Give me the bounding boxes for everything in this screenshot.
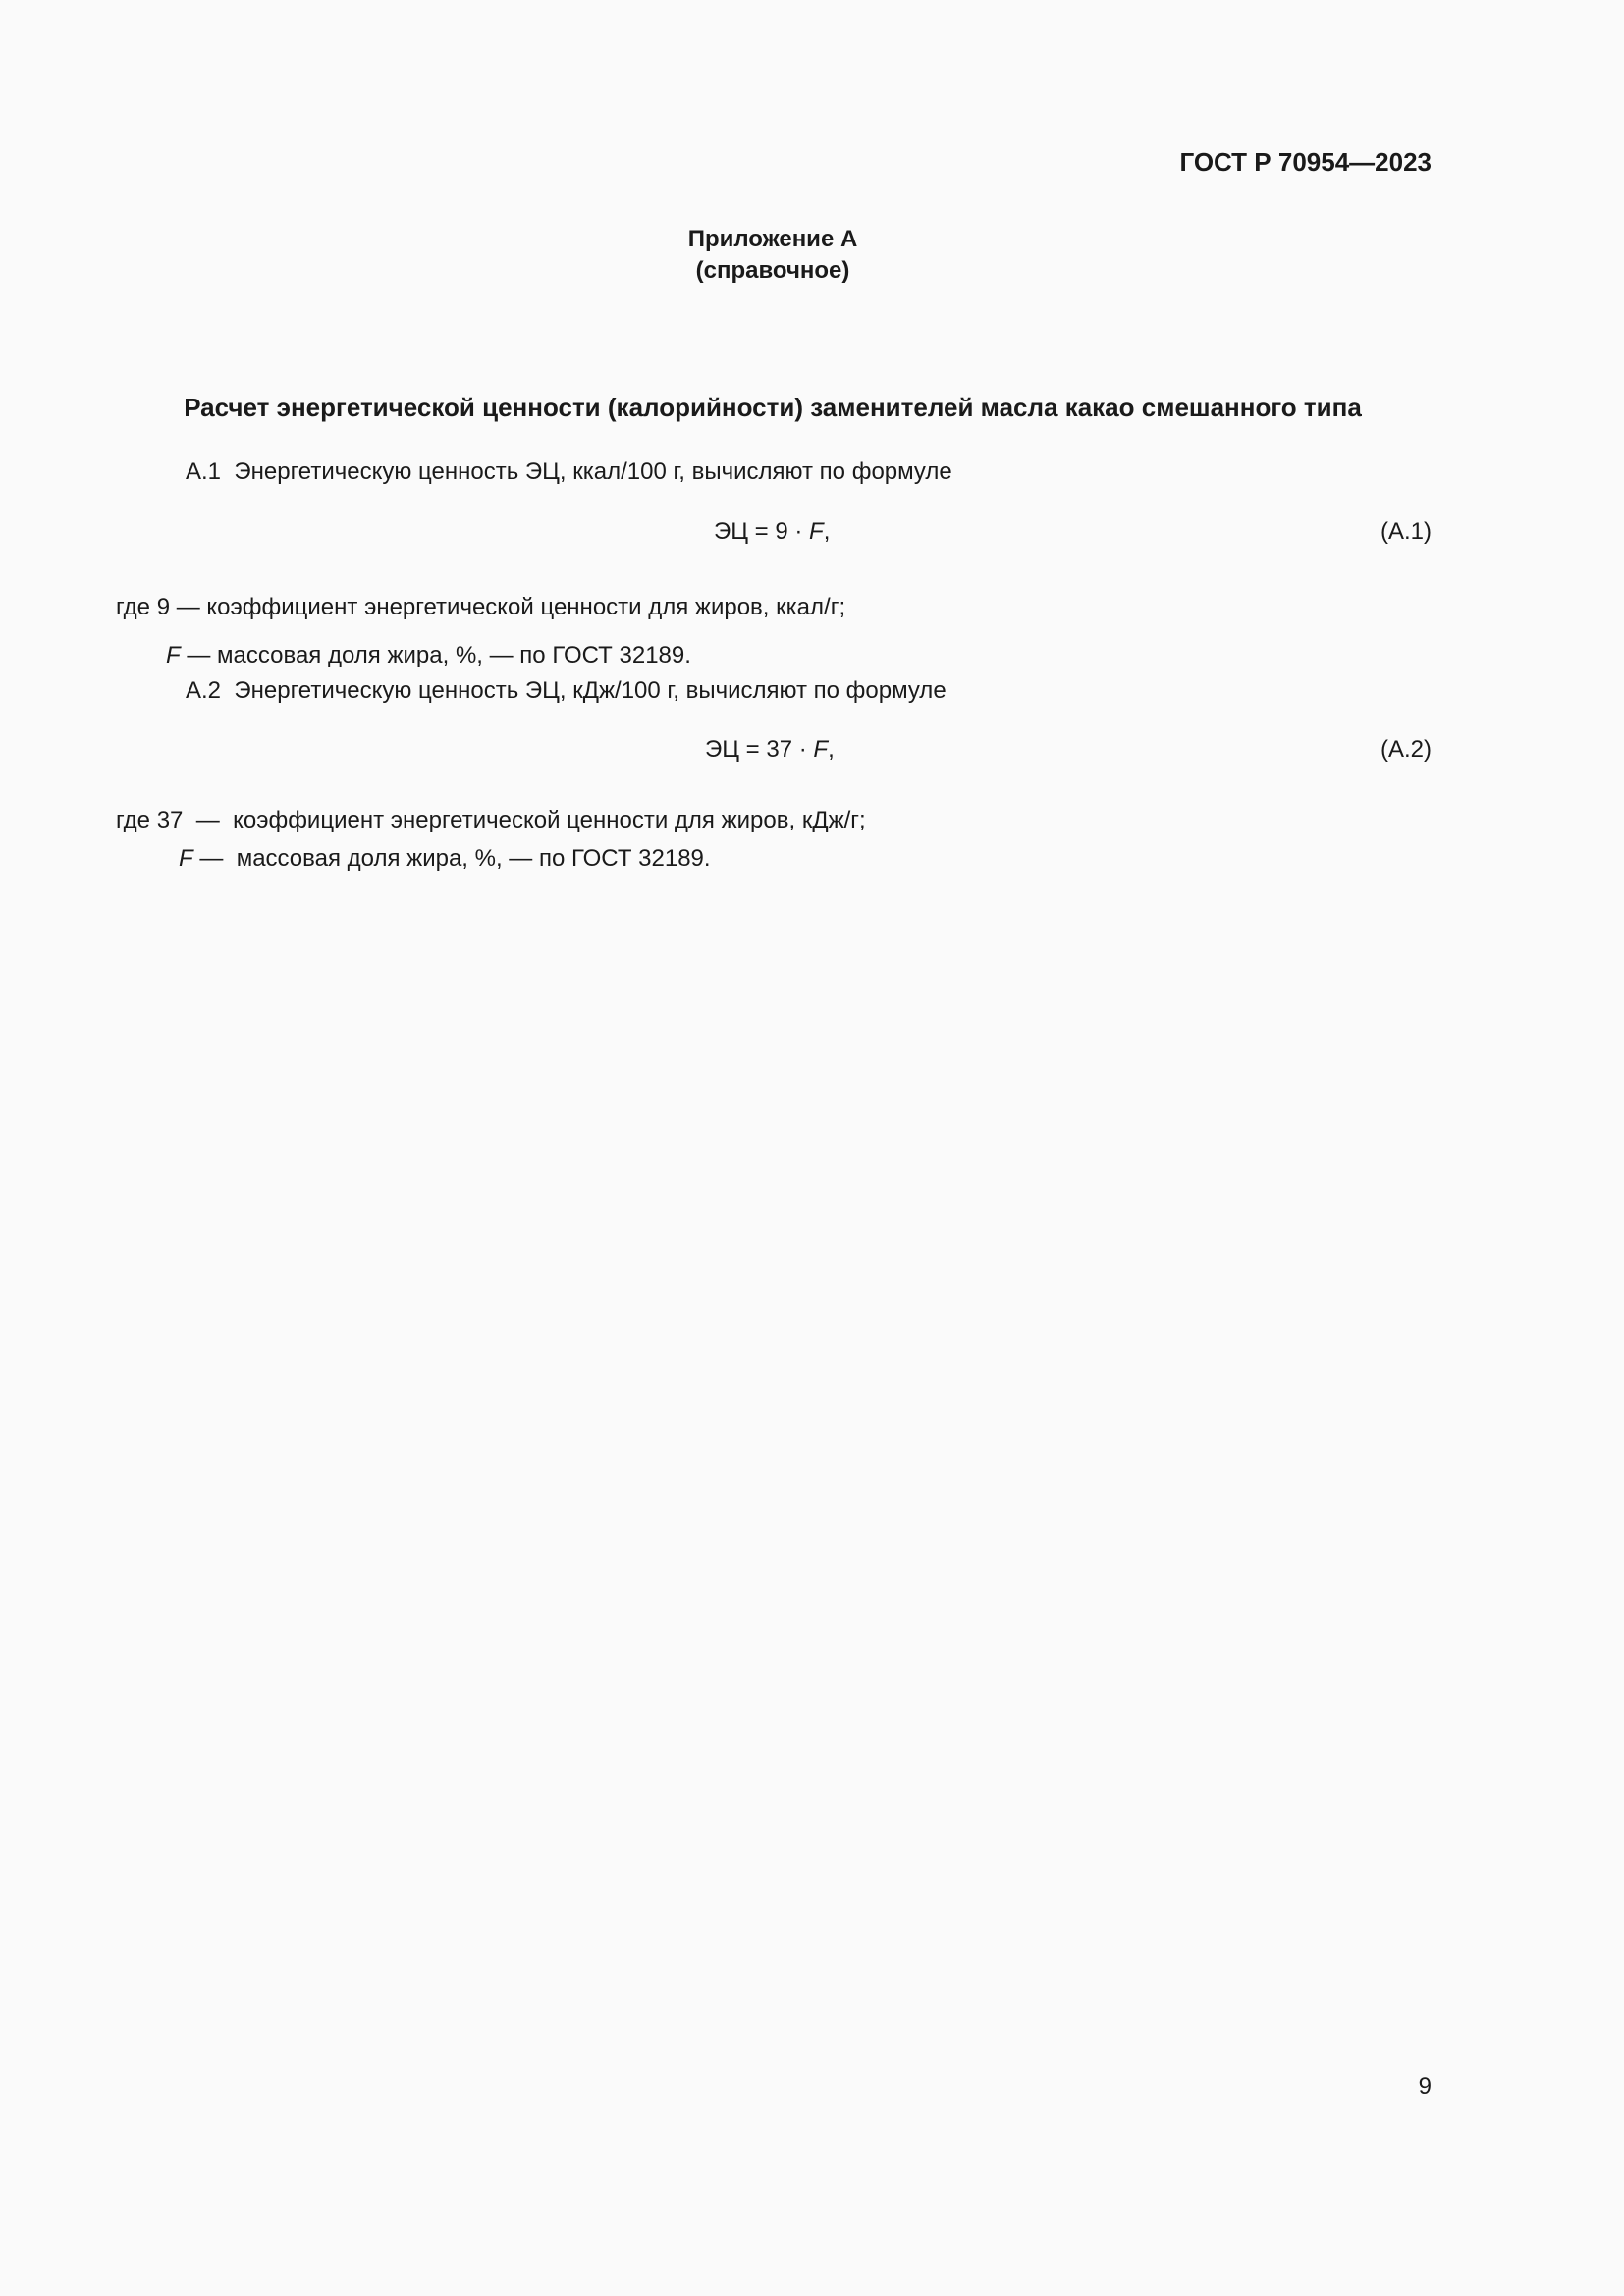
where-line <box>179 845 711 873</box>
where-line <box>116 807 866 834</box>
where-line <box>166 642 691 669</box>
formula-tail: , <box>828 736 835 763</box>
where-line <box>116 594 845 621</box>
formula-lhs: ЭЦ = 9 · <box>714 518 810 545</box>
where-text: коэффициент энергетической ценности для жиров, кДж/г; <box>233 807 866 833</box>
clause-a2 <box>186 677 947 705</box>
where-dash: — <box>176 594 200 620</box>
annex-title: Приложение А <box>687 226 858 252</box>
where-symbol: где 37 <box>116 807 184 833</box>
clause-a1 <box>186 458 952 486</box>
clause-number: А.2 <box>186 677 222 704</box>
section-title: Расчет энергетической ценности (калорийности) заменителей масла какао смешанного типа <box>184 393 1362 422</box>
formula-a2 <box>705 736 835 764</box>
where-dash: — <box>199 845 224 872</box>
where-text: массовая доля жира, %, — по ГОСТ 32189. <box>236 845 711 872</box>
where-symbol: где 9 <box>116 594 171 620</box>
formula-variable: F <box>809 518 824 545</box>
where-text: массовая доля жира, %, — по ГОСТ 32189. <box>217 642 691 668</box>
where-symbol: F <box>179 845 193 872</box>
formula-a1 <box>714 518 830 546</box>
clause-number: А.1 <box>186 458 222 485</box>
formula-variable: F <box>813 736 829 763</box>
clause-text: Энергетическую ценность ЭЦ, ккал/100 г, вычисляют по формуле <box>234 458 952 485</box>
where-text: коэффициент энергетической ценности для жиров, ккал/г; <box>206 594 846 620</box>
annex-heading <box>0 224 1545 287</box>
clause-text: Энергетическую ценность ЭЦ, кДж/100 г, вычисляют по формуле <box>234 677 947 704</box>
where-dash: — <box>187 642 211 668</box>
equation-number-a2: (А.2) <box>1380 736 1432 763</box>
where-dash: — <box>195 807 220 833</box>
formula-lhs: ЭЦ = 37 · <box>705 736 814 763</box>
document-code: ГОСТ Р 70954—2023 <box>1179 147 1432 177</box>
formula-tail: , <box>823 518 831 545</box>
where-symbol: F <box>166 642 181 668</box>
equation-number-a1: (А.1) <box>1380 518 1432 545</box>
annex-subtitle: (справочное) <box>695 257 850 284</box>
page-number: 9 <box>1418 2073 1432 2100</box>
